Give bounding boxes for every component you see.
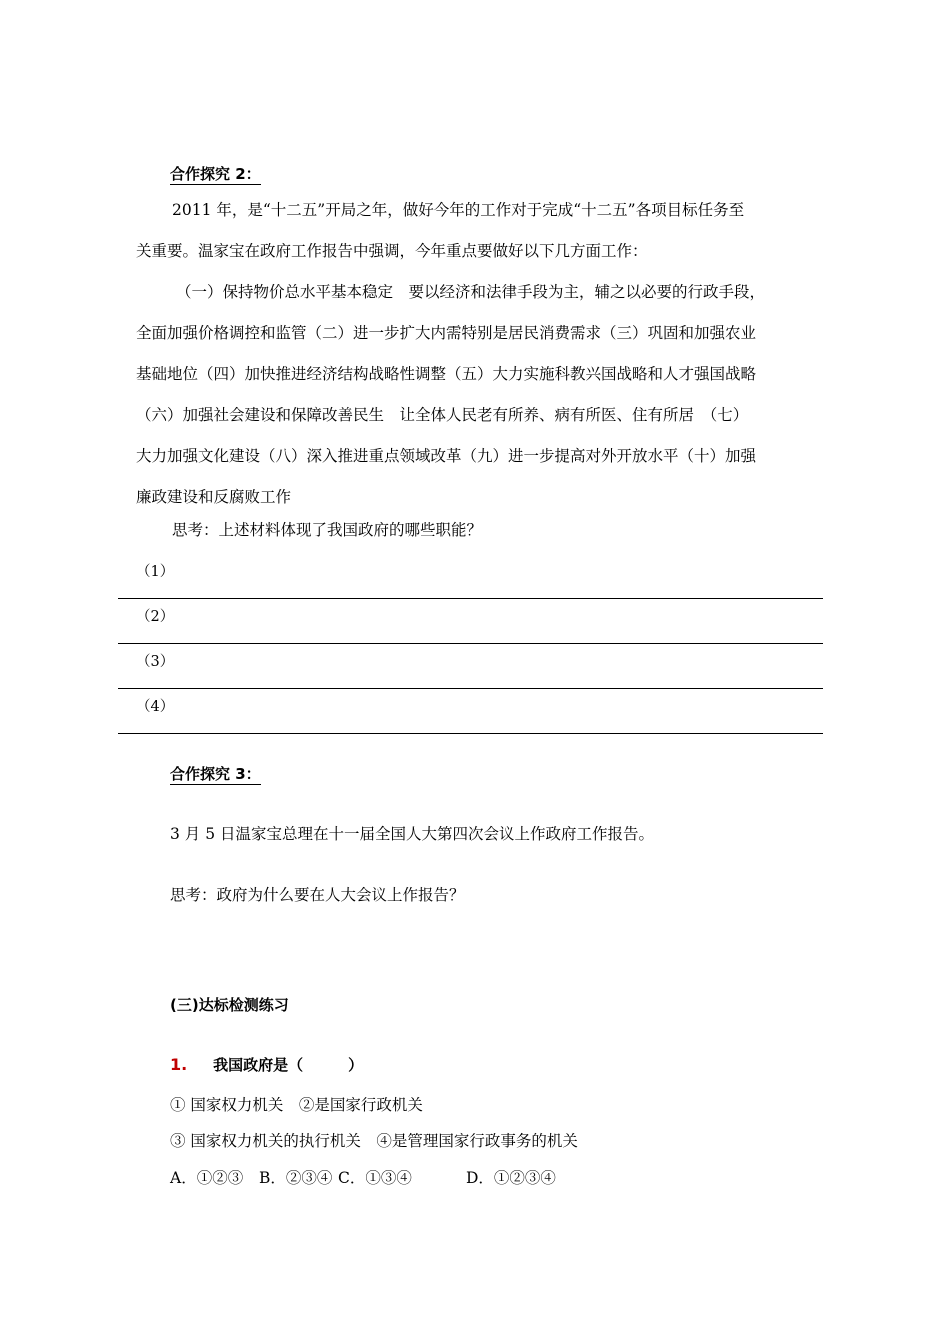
paragraph-line: 大力加强文化建设（八）深入推进重点领域改革（九）进一步提高对外开放水平（十）加强	[136, 447, 757, 465]
paragraph-line: 全面加强价格调控和监管（二）进一步扩大内需特别是居民消费需求（三）巩固和加强农业	[136, 324, 757, 342]
test-section-heading: (三)达标检测练习	[170, 996, 289, 1014]
choice-a[interactable]: A．①②③	[170, 1169, 244, 1187]
section3-question: 思考：政府为什么要在人大会议上作报告？	[170, 886, 465, 904]
question-stem: 我国政府是（ ）	[213, 1056, 364, 1074]
paragraph-line: 基础地位（四）加快推进经济结构战略性调整（五）大力实施科教兴国战略和人才强国战略	[136, 365, 757, 383]
answer-label-4: （4）	[136, 699, 175, 715]
section3-heading	[170, 763, 261, 784]
section3-text: 3 月 5 日温家宝总理在十一届全国人大第四次会议上作政府工作报告。	[170, 825, 655, 843]
choice-b[interactable]: B．②③④	[259, 1169, 333, 1187]
answer-line-2[interactable]	[118, 643, 823, 644]
section2-heading-text: 合作探究 2：	[170, 165, 261, 183]
question-number: 1.	[170, 1055, 188, 1074]
answer-label-1: （1）	[136, 564, 175, 580]
answer-line-1[interactable]	[118, 598, 823, 599]
paragraph-line: 关重要。温家宝在政府工作报告中强调，今年重点要做好以下几方面工作：	[136, 242, 648, 260]
answer-line-4[interactable]	[118, 733, 823, 734]
section2-question: 思考：上述材料体现了我国政府的哪些职能？	[172, 521, 483, 539]
answer-label-3: （3）	[136, 654, 175, 670]
section3-heading-text: 合作探究 3：	[170, 765, 261, 783]
question-1	[170, 1054, 363, 1075]
section2-paragraph	[136, 190, 816, 518]
paragraph-line: （六）加强社会建设和保障改善民生 让全体人民老有所养、病有所医、住有所居 （七）	[136, 406, 749, 424]
paragraph-line: （一）保持物价总水平基本稳定 要以经济和法律手段为主，辅之以必要的行政手段，	[176, 283, 766, 301]
answer-label-2: （2）	[136, 609, 175, 625]
section2-heading	[170, 163, 261, 184]
paragraph-line: 廉政建设和反腐败工作	[136, 488, 292, 506]
option-line-2: ③ 国家权力机关的执行机关 ④是管理国家行政事务的机关	[170, 1132, 578, 1150]
option-line-1: ① 国家权力机关 ②是国家行政机关	[170, 1096, 423, 1114]
answer-line-3[interactable]	[118, 688, 823, 689]
paragraph-line: 2011 年，是“十二五”开局之年，做好今年的工作对于完成“十二五”各项目标任务至	[172, 201, 745, 219]
choice-d[interactable]: D．①②③④	[466, 1169, 556, 1187]
choice-c[interactable]: C．①③④	[338, 1169, 412, 1187]
